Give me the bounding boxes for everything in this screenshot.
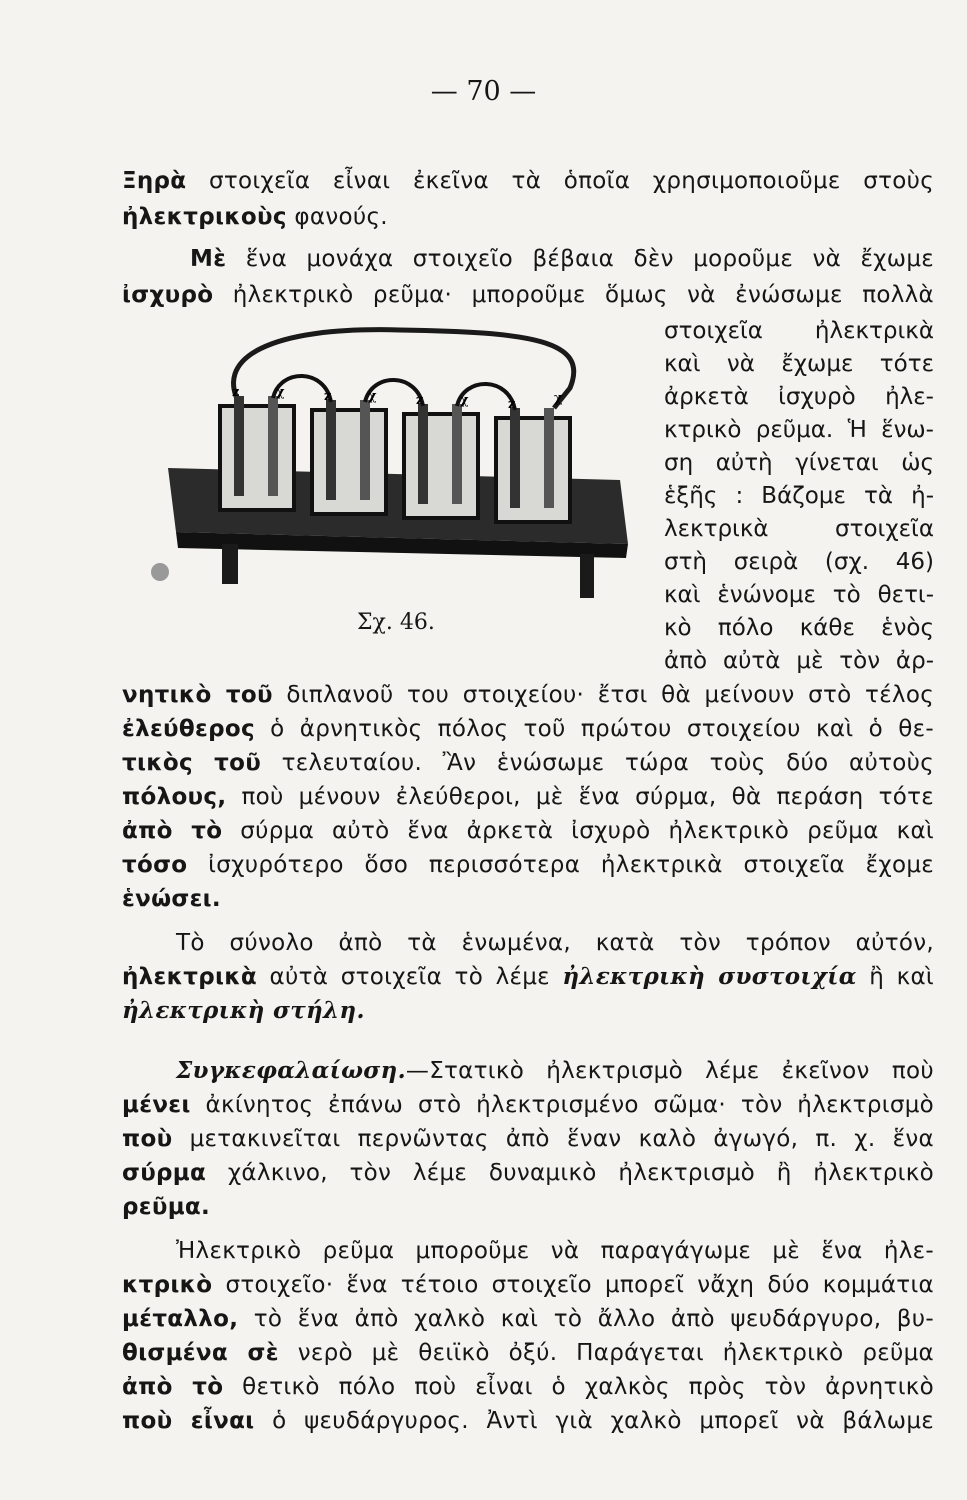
line-text: τελευταίου. Ἂν ἑνώσωμε τώρα τοὺς δύο αὐτοὺς xyxy=(261,750,934,776)
figure-caption: Σχ. 46. xyxy=(357,610,435,635)
text-line: ἀρκετὰ ἰσχυρὸ ἠλε- xyxy=(664,384,934,410)
cell-3 xyxy=(404,404,478,518)
text-line xyxy=(122,714,934,744)
line-text: φανούς. xyxy=(286,204,388,230)
bold-lead: ἠλεκτρικοὺς xyxy=(122,204,287,230)
electrode-label: z xyxy=(508,397,516,412)
figure-46-battery-illustration xyxy=(150,318,640,610)
text-line: λεκτρικὰ στοιχεῖα xyxy=(664,516,934,542)
table-leg xyxy=(580,554,594,598)
text-line xyxy=(122,1270,934,1300)
external-wire xyxy=(234,330,574,408)
text-line xyxy=(122,1338,934,1368)
line-text: μετακινεῖται περνῶντας ἀπὸ ἕναν καλὸ ἀγωγό, π. χ. ἕνα xyxy=(172,1126,934,1152)
text-line xyxy=(122,280,934,310)
electrode-label: χ xyxy=(276,385,285,400)
line-text: ὁ ψευδάργυρος. Ἀντὶ γιὰ χαλκὸ μπορεῖ νὰ βάλωμε xyxy=(254,1408,934,1434)
bold-lead: ρεῦμα. xyxy=(122,1194,211,1220)
electrode-label: χ xyxy=(368,389,377,404)
text-line xyxy=(122,1304,934,1334)
bold-lead: μένει xyxy=(122,1092,191,1118)
text-line xyxy=(122,1372,934,1402)
line-text: —Στατικὸ ἠλεκτρισμὸ λέμε ἐκεῖνον ποὺ xyxy=(405,1058,934,1084)
bold-lead: Ξηρὰ xyxy=(122,168,187,194)
bold-lead: ποὺ xyxy=(122,1126,173,1152)
text-line xyxy=(122,850,934,880)
electrode-label: z xyxy=(324,389,332,404)
text-line: κτρικὸ ρεῦμα. Ἡ ἕνω- xyxy=(664,417,934,443)
text-line xyxy=(122,782,934,812)
bold-lead: Μὲ xyxy=(190,246,227,272)
bold-lead: ἐλεύθερος xyxy=(122,716,255,742)
bold-lead: σύρμα xyxy=(122,1160,207,1186)
text-line xyxy=(176,1236,934,1266)
summary-heading: Συγκεφαλαίωση. xyxy=(176,1057,406,1084)
page-number: — 70 — xyxy=(430,76,537,107)
bold-lead: ἀπὸ τὸ xyxy=(122,818,223,844)
cell-2 xyxy=(312,400,386,514)
bold-lead: τόσο xyxy=(122,852,188,878)
text-line xyxy=(176,1056,934,1086)
bold-lead: ἠλεκτρικὰ xyxy=(122,964,258,990)
text-line: Τὸ σύνολο ἀπὸ τὰ ἑνωμένα, κατὰ τὸν τρόπον αὐτόν, xyxy=(176,930,934,956)
bold-lead: πόλους, xyxy=(122,784,227,810)
text-line xyxy=(122,816,934,846)
bold-lead: ἑνώσει. xyxy=(122,886,221,912)
bold-lead: κτρικὸ xyxy=(122,1272,213,1298)
italic-term: ἠλεκτρικὴ στήλη. xyxy=(122,997,365,1024)
line-text: θετικὸ πόλο ποὺ εἶναι ὁ χαλκὸς πρὸς τὸν ἀρνητικὸ xyxy=(223,1374,935,1400)
text-line: καὶ νὰ ἔχωμε τότε xyxy=(664,351,934,377)
text-line xyxy=(122,1192,210,1222)
text-line: κὸ πόλο κάθε ἑνὸς xyxy=(664,615,934,641)
line-text: αὐτὰ στοιχεῖα τὸ λέμε xyxy=(257,964,563,990)
italic-term: ἠλεκτρικὴ συστοιχία xyxy=(562,963,857,990)
line-text: Ἠλεκτρικὸ ρεῦμα μποροῦμε νὰ παραγάγωμε μὲ ἕνα ἠλε- xyxy=(176,1238,934,1264)
line-text: στοιχεῖο· ἕνα τέτοιο στοιχεῖο μπορεῖ νἄχη δύο κομμάτια xyxy=(212,1272,934,1298)
text-line xyxy=(122,680,934,710)
text-line xyxy=(122,1124,934,1154)
electrode-label: z xyxy=(416,393,424,408)
text-line: ση αὐτὴ γίνεται ὡς xyxy=(664,450,934,476)
bold-lead: ποὺ εἶναι xyxy=(122,1408,255,1434)
electrode-label: z xyxy=(232,385,240,400)
line-text: ποὺ μένουν ἐλεύθεροι, μὲ ἕνα σύρμα, θὰ περάση τότε xyxy=(226,784,934,810)
text-line xyxy=(122,1406,934,1436)
bold-lead: ἰσχυρὸ xyxy=(122,282,214,308)
text-line xyxy=(122,996,365,1026)
text-line xyxy=(122,962,934,992)
text-line: ἑξῆς : Βάζομε τὰ ἠ- xyxy=(664,483,934,509)
text-line xyxy=(122,166,934,196)
line-text: ὁ ἀρνητικὸς πόλος τοῦ πρώτου στοιχείου καὶ ὁ θε- xyxy=(254,716,934,742)
cell-4 xyxy=(496,408,570,522)
line-text: ἰσχυρότερο ὅσο περισσότερα ἠλεκτρικὰ στοιχεῖα ἔχομε xyxy=(187,852,934,878)
text-line: στὴ σειρὰ (σχ. 46) xyxy=(664,549,934,575)
text-line xyxy=(122,884,221,914)
ink-spot xyxy=(151,563,169,581)
bold-lead: τικὸς τοῦ xyxy=(122,750,262,776)
line-text: σύρμα αὐτὸ ἕνα ἀρκετὰ ἰσχυρὸ ἠλεκτρικὸ ρεῦμα καὶ xyxy=(222,818,934,844)
text-line: ἀπὸ αὐτὰ μὲ τὸν ἀρ- xyxy=(664,648,934,674)
electrode-label: χ xyxy=(460,393,469,408)
line-text: χάλκινο, τὸν λέμε δυναμικὸ ἠλεκτρισμὸ ἢ ἠλεκτρικὸ xyxy=(206,1160,934,1186)
line-text: ἢ καὶ xyxy=(856,964,935,990)
cell-1 xyxy=(220,396,294,510)
text-line: καὶ ἑνώνομε τὸ θετι- xyxy=(664,582,934,608)
line-text: διπλανοῦ του στοιχείου· ἔτσι θὰ μείνουν στὸ τέλος xyxy=(272,682,935,708)
line-text: ἀκίνητος ἐπάνω στὸ ἠλεκτρισμένο σῶμα· τὸν ἠλεκτρισμὸ xyxy=(190,1092,934,1118)
text-line xyxy=(122,202,388,232)
text-line xyxy=(122,1158,934,1188)
bold-lead: νητικὸ τοῦ xyxy=(122,682,273,708)
line-text: ἠλεκτρικὸ ρεῦμα· μποροῦμε ὅμως νὰ ἐνώσωμε πολλὰ xyxy=(213,282,934,308)
bold-lead: θισμένα σὲ xyxy=(122,1340,279,1366)
line-text: ἕνα μονάχα στοιχεῖο βέβαια δὲν μοροῦμε νὰ ἔχωμε xyxy=(226,246,934,272)
bold-lead: μέταλλο, xyxy=(122,1306,239,1332)
table-leg xyxy=(222,544,238,584)
text-line xyxy=(122,748,934,778)
text-line: στοιχεῖα ἠλεκτρικὰ xyxy=(664,318,934,344)
electrode-label: χ xyxy=(554,391,563,406)
line-text: τὸ ἕνα ἀπὸ χαλκὸ καὶ τὸ ἄλλο ἀπὸ ψευδάργυρο, βυ- xyxy=(238,1306,934,1332)
text-line xyxy=(122,1090,934,1120)
line-text: νερὸ μὲ θειϊκὸ ὀξύ. Παράγεται ἠλεκτρικὸ ρεῦμα xyxy=(278,1340,934,1366)
text-line xyxy=(190,244,934,274)
bold-lead: ἀπὸ τὸ xyxy=(122,1374,224,1400)
line-text: στοιχεῖα εἶναι ἐκεῖνα τὰ ὁποῖα χρησιμοποιοῦμε στοὺς xyxy=(186,168,934,194)
